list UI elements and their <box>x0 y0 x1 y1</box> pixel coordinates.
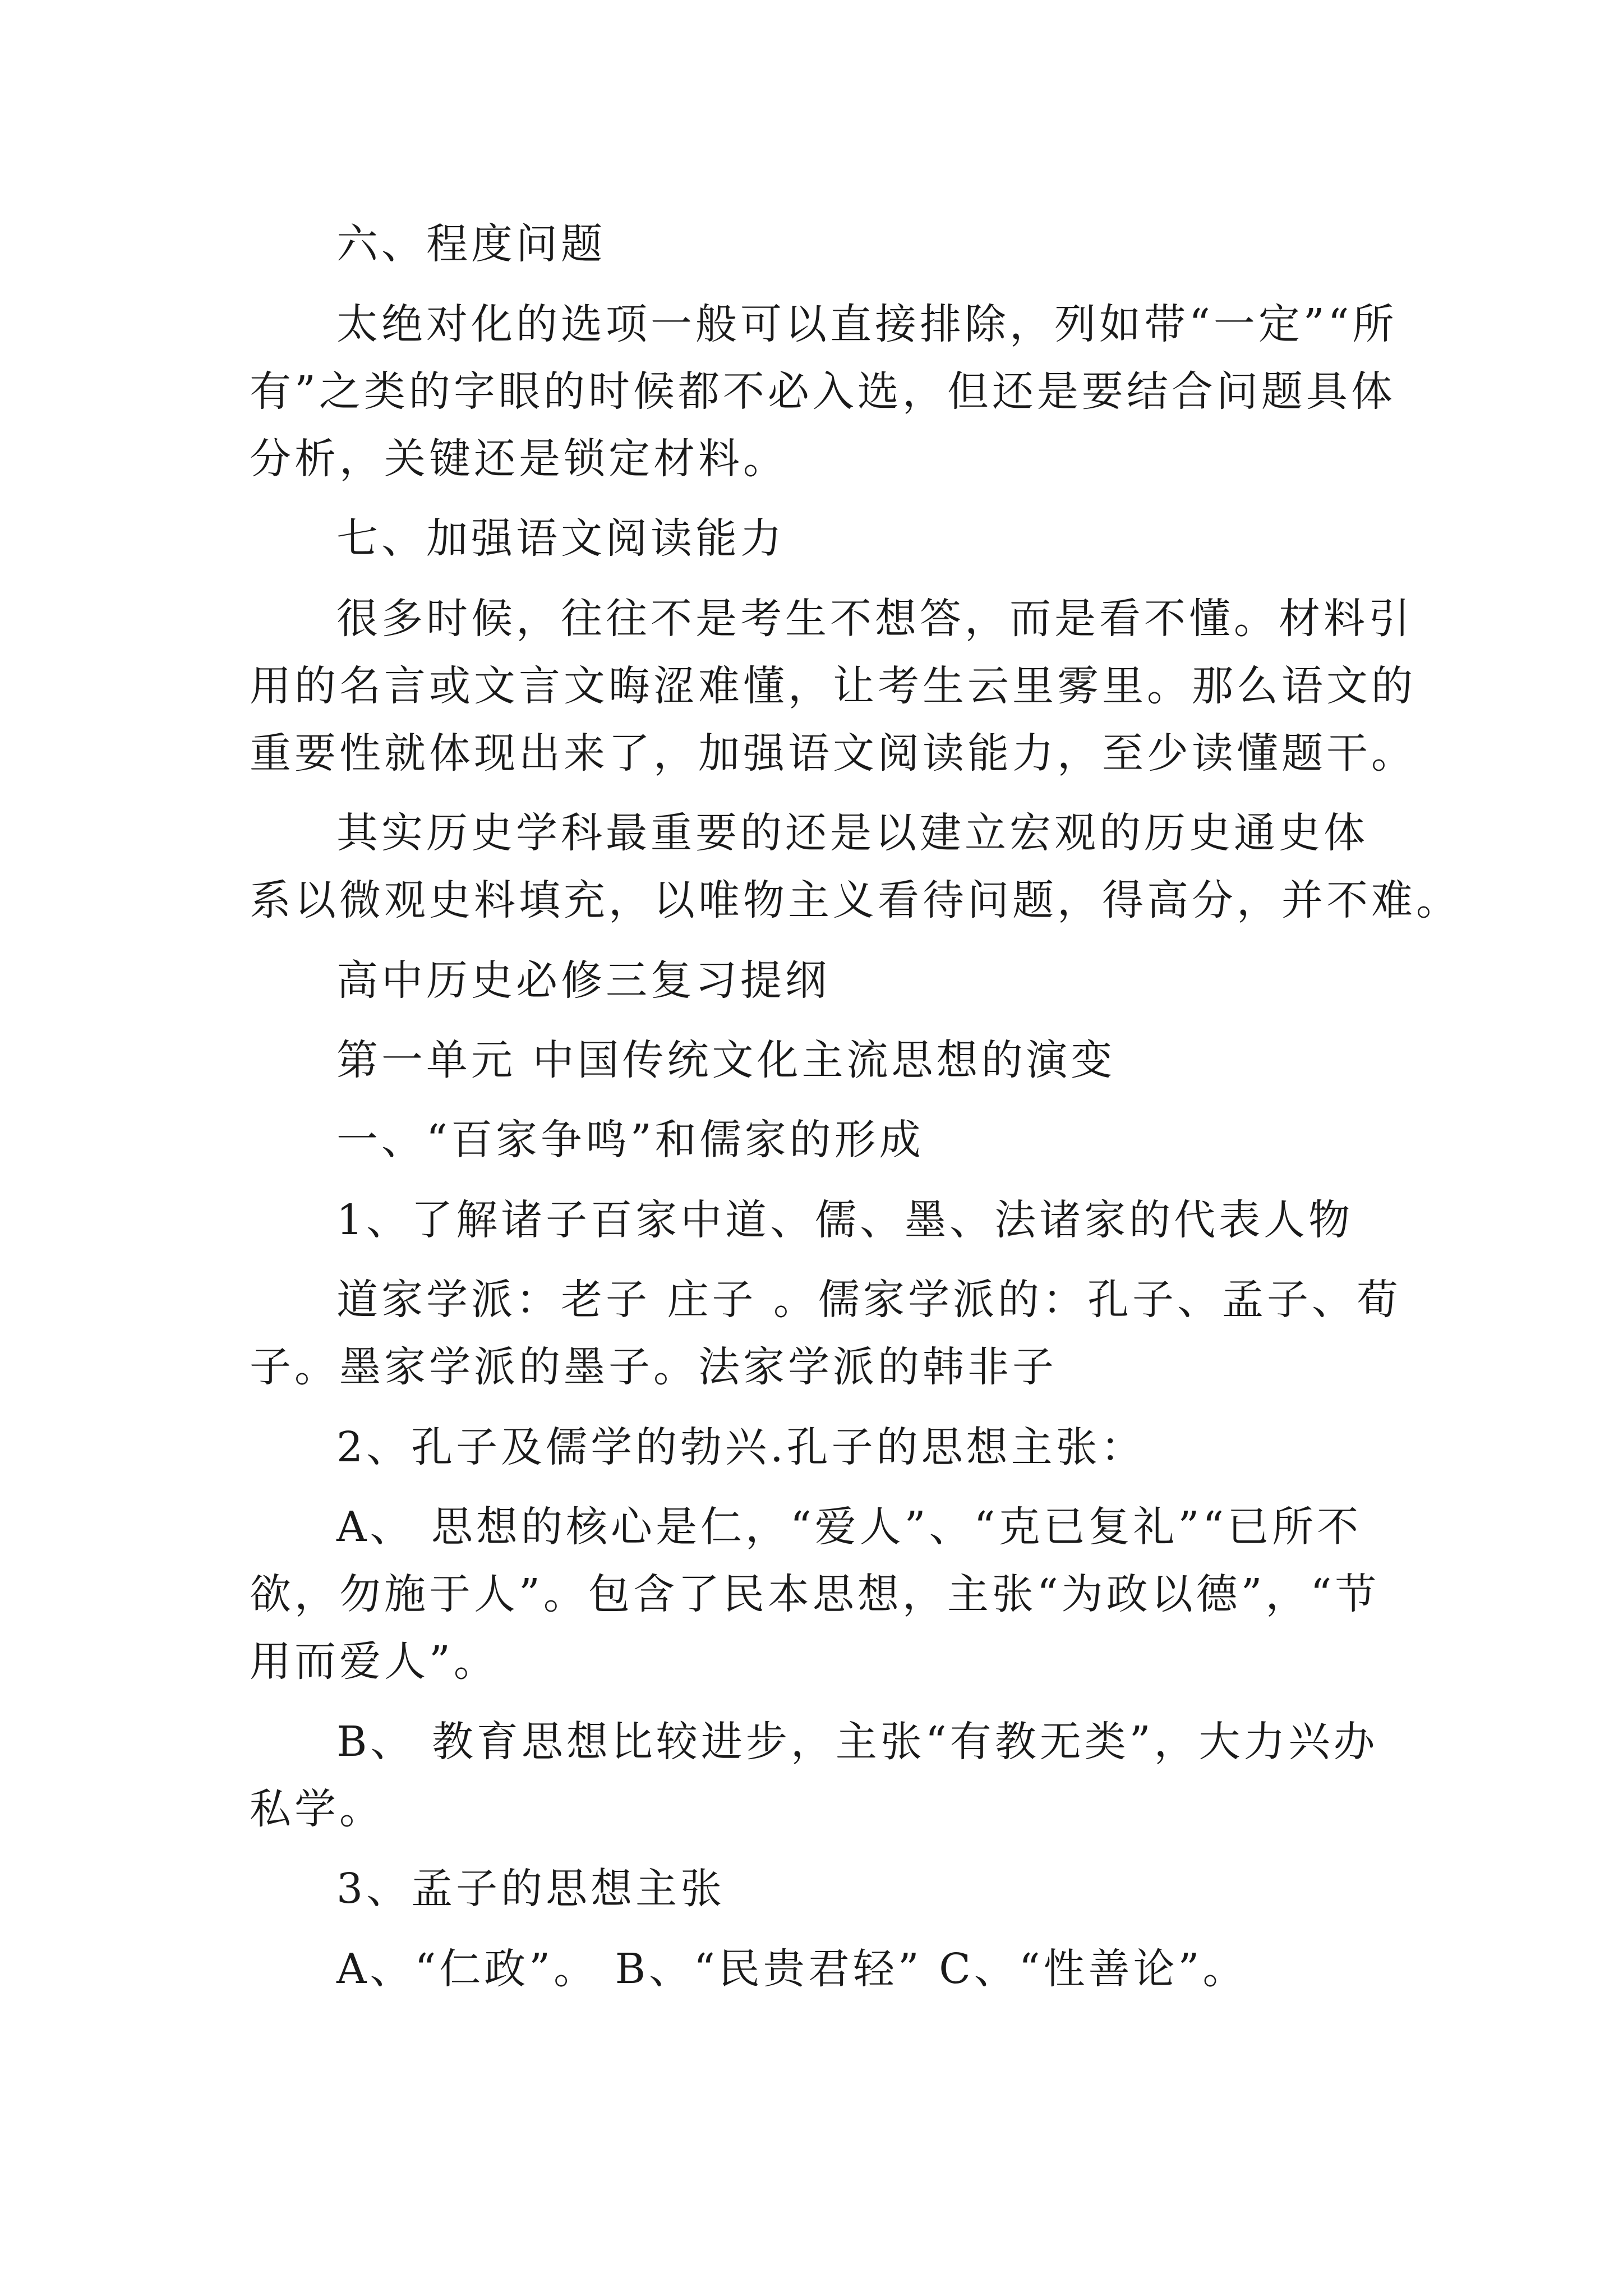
list-item: 3、孟子的思想主张 <box>336 1865 726 1913</box>
paragraph-line: 用而爱人”。 <box>250 1637 499 1686</box>
paragraph-line: 欲，勿施于人”。包含了民本思想，主张“为政以德”，“节 <box>250 1570 1380 1618</box>
section-heading-7: 七、加强语文阅读能力 <box>336 514 785 563</box>
list-item: 2、孔子及儒学的勃兴.孔子的思想主张： <box>336 1423 1146 1471</box>
paragraph-line: A、 思想的核心是仁，“爱人”、“克已复礼”“已所不 <box>336 1503 1362 1551</box>
paragraph-line: A、“仁政”。 B、“民贵君轻” C、“性善论”。 <box>336 1945 1248 1993</box>
paragraph-line: 分析，关键还是锁定材料。 <box>250 435 788 483</box>
paragraph-line: 子。墨家学派的墨子。法家学派的韩非子 <box>250 1343 1057 1391</box>
section-heading-6: 六、程度问题 <box>336 220 606 268</box>
paragraph-line: 重要性就体现出来了，加强语文阅读能力，至少读懂题干。 <box>250 729 1416 777</box>
outline-title: 高中历史必修三复习提纲 <box>336 956 830 1005</box>
paragraph-line: B、 教育思想比较进步，主张“有教无类”，大力兴办 <box>336 1718 1378 1766</box>
paragraph-line: 很多时候，往往不是考生不想答，而是看不懂。材料引 <box>336 595 1413 643</box>
paragraph-line: 其实历史学科最重要的还是以建立宏观的历史通史体 <box>336 809 1368 857</box>
paragraph-line: 有”之类的字眼的时候都不必入选，但还是要结合问题具体 <box>250 367 1396 416</box>
paragraph-line: 私学。 <box>250 1785 384 1833</box>
list-item: 1、了解诸子百家中道、儒、墨、法诸家的代表人物 <box>336 1196 1354 1244</box>
subsection-heading: 一、“百家争鸣”和儒家的形成 <box>336 1116 924 1164</box>
paragraph-line: 系以微观史料填充，以唯物主义看待问题，得高分，并不难。 <box>250 876 1461 924</box>
paragraph-line: 用的名言或文言文晦涩难懂，让考生云里雾里。那么语文的 <box>250 662 1416 710</box>
paragraph-line: 道家学派：老子 庄子 。儒家学派的：孔子、孟子、荀 <box>336 1276 1402 1324</box>
unit-heading: 第一单元 中国传统文化主流思想的演变 <box>336 1036 1116 1084</box>
paragraph-line: 太绝对化的选项一般可以直接排除，列如带“一定”“所 <box>336 300 1398 348</box>
